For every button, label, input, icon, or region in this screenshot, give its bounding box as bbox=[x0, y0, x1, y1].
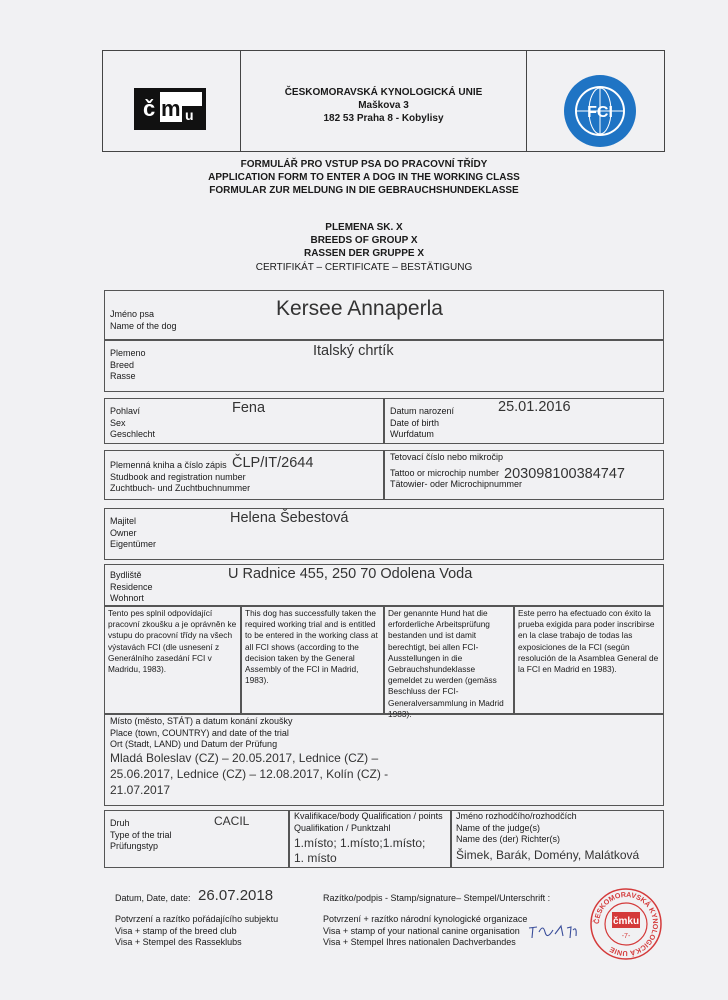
judges-value: Šimek, Barák, Domény, Malátková bbox=[456, 848, 640, 862]
owner-label: Majitel Owner Eigentümer bbox=[110, 516, 157, 550]
statement-de: Der genannte Hund hat die erforderliche Arbeitsprüfung bestanden und ist damit berechtigt, bei allen FCI-Ausstellungen in die Gebrauchshundeklasse gemeldet zu werden (gemäss Beschluss der FCI-Generalversammlung in Madrid 1983). bbox=[388, 608, 504, 719]
title-en: APPLICATION FORM TO ENTER A DOG IN THE WORKING CLASS bbox=[208, 172, 520, 183]
footer-left-text: Potvrzení a razítko pořádajícího subjektu Visa + stamp of the breed club Visa + Stempel des Rasseklubs bbox=[115, 914, 279, 947]
dog-name-label: Jméno psa Name of the dog bbox=[110, 309, 177, 331]
svg-text:FCI: FCI bbox=[587, 104, 613, 121]
footer-date-label: Datum, Date, date: bbox=[115, 893, 191, 903]
studbook-label: Plemenná kniha a číslo zápis Studbook and registration number Zuchtbuch- und Zuchtbuchnummer bbox=[110, 460, 251, 494]
sex-value: Fena bbox=[232, 400, 266, 416]
cmku-logo bbox=[134, 88, 206, 130]
owner-value: Helena Šebestová bbox=[230, 510, 349, 526]
org-city: 182 53 Praha 8 - Kobylisy bbox=[323, 113, 444, 124]
footer-right-text: Potvrzení + razítko národní kynologické organizace Visa + stamp of your national canine organisation Visa + Stempel Ihres nationalen Dachverbandes bbox=[323, 914, 528, 947]
statement-en: This dog has successfully taken the required working trial and is entitled to be entered in the working class at all FCI shows (according to the decision taken by the General Assembly of the FCI in Madrid, 1983). bbox=[245, 608, 378, 686]
title-cz: FORMULÁŘ PRO VSTUP PSA DO PRACOVNÍ TŘÍDY bbox=[240, 159, 488, 170]
dob-value: 25.01.2016 bbox=[498, 399, 571, 415]
owner-cell bbox=[104, 508, 664, 560]
trial-value: CACIL bbox=[214, 814, 250, 828]
fci-logo bbox=[563, 74, 637, 148]
breed-label: Plemeno Breed Rasse bbox=[110, 348, 146, 382]
svg-text:-7-: -7- bbox=[621, 933, 631, 940]
statement-es: Este perro ha efectuado con éxito la prueba exigida para poder inscribirse en la clase trabajo de todas las exposiciones de la FCI (según resolución de la Asamblea General de la FCI en Madrid en 1983). bbox=[518, 608, 659, 675]
address-label: Bydliště Residence Wohnort bbox=[110, 570, 153, 604]
cmku-stamp bbox=[590, 888, 662, 960]
breed-value: Italský chrtík bbox=[313, 343, 394, 359]
dog-name-value: Kersee Annaperla bbox=[276, 297, 443, 320]
signature bbox=[527, 918, 579, 942]
org-name: ČESKOMORAVSKÁ KYNOLOGICKÁ UNIE bbox=[284, 87, 483, 98]
header-divider-right bbox=[526, 50, 527, 152]
trial-label: Druh Type of the trial Prüfungstyp bbox=[110, 818, 172, 852]
group-cz: PLEMENA SK. X bbox=[325, 222, 403, 233]
certificate-heading: CERTIFIKÁT – CERTIFICATE – BESTÄTIGUNG bbox=[255, 262, 473, 273]
studbook-value: ČLP/IT/2644 bbox=[232, 455, 314, 471]
org-street: Maškova 3 bbox=[358, 100, 409, 111]
tattoo-value: 203098100384747 bbox=[504, 466, 625, 482]
title-de: FORMULAR ZUR MELDUNG IN DIE GEBRAUCHSHUNDEKLASSE bbox=[209, 185, 519, 196]
statement-cz: Tento pes splnil odpovídající pracovní zkoušku a je oprávněn ke vstupu do pracovní třídy na všech výstavách FCI (dle usnesení z Generálního zasedání FCI v Madridu, 1983). bbox=[108, 608, 237, 675]
group-en: BREEDS OF GROUP X bbox=[310, 235, 418, 246]
svg-text:u: u bbox=[185, 107, 194, 123]
sex-label: Pohlaví Sex Geschlecht bbox=[110, 406, 156, 440]
qualification-value: 1.místo; 1.místo;1.místo; 1. místo bbox=[294, 836, 426, 865]
address-value: U Radnice 455, 250 70 Odolena Voda bbox=[228, 566, 473, 582]
qualification-label: Kvalifikace/body Qualification / points Qualifikation / Punktzahl bbox=[294, 811, 443, 833]
svg-text:čmku: čmku bbox=[612, 916, 640, 927]
svg-text:m: m bbox=[161, 96, 181, 121]
place-value: Mladá Boleslav (CZ) – 20.05.2017, Lednice (CZ) – 25.06.2017, Lednice (CZ) – 12.08.2017, Kolín (CZ) - 21.07.2017 bbox=[110, 751, 389, 797]
svg-text:č: č bbox=[143, 96, 156, 121]
place-label: Místo (město, STÁT) a datum konání zkoušky Place (town, COUNTRY) and date of the trial Ort (Stadt, LAND) und Datum der Prüfung bbox=[110, 716, 293, 750]
fci-ring-text bbox=[0, 0, 1, 1]
group-de: RASSEN DER GRUPPE X bbox=[303, 248, 425, 259]
footer-stamp-label: Razítko/podpis - Stamp/signature– Stempel/Unterschrift : bbox=[323, 893, 551, 903]
footer-date-value: 26.07.2018 bbox=[198, 887, 274, 904]
svg-text:ČESKOMORAVSKÁ KYNOLOGICKÁ UNIE: ČESKOMORAVSKÁ KYNOLOGICKÁ UNIE bbox=[591, 889, 661, 959]
dob-label: Datum narození Date of birth Wurfdatum bbox=[390, 406, 455, 440]
judges-label: Jméno rozhodčího/rozhodčích Name of the judge(s) Name des (der) Richter(s) bbox=[456, 811, 577, 845]
tattoo-label: Tetovací číslo nebo mikročip Tattoo or microchip number Tätowier- oder Microchipnummer bbox=[390, 452, 523, 490]
